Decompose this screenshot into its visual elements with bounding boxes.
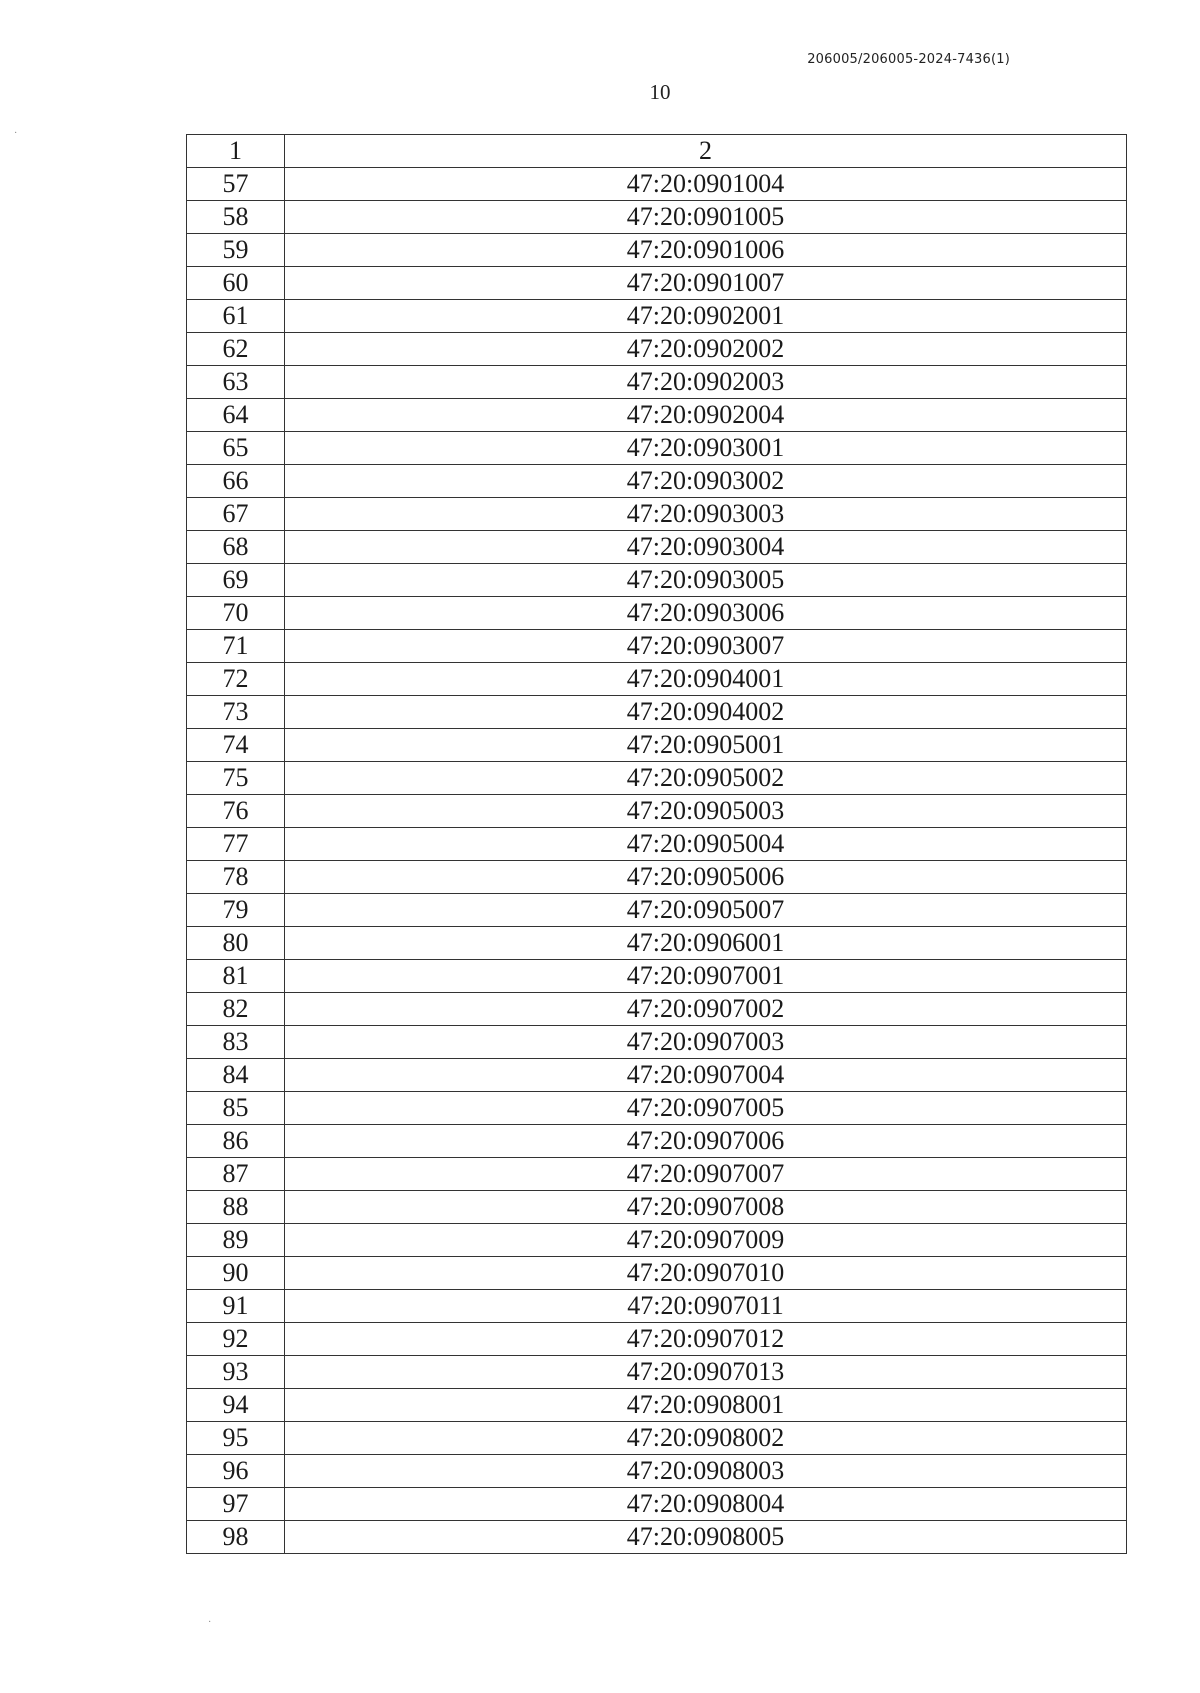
cadastral-code-cell: 47:20:0907003: [285, 1026, 1127, 1059]
cadastral-table-container: [186, 134, 1126, 1554]
table-row: [187, 366, 1127, 399]
row-number-cell: 84: [187, 1059, 285, 1092]
table-row: [187, 1290, 1127, 1323]
table-row: [187, 663, 1127, 696]
table-row: [187, 1488, 1127, 1521]
table-row: [187, 1257, 1127, 1290]
row-number-cell: 93: [187, 1356, 285, 1389]
table-row: [187, 564, 1127, 597]
table-body: [187, 168, 1127, 1554]
cadastral-code-cell: 47:20:0908004: [285, 1488, 1127, 1521]
table-row: [187, 927, 1127, 960]
cadastral-code-cell: 47:20:0904001: [285, 663, 1127, 696]
cadastral-code-cell: 47:20:0907004: [285, 1059, 1127, 1092]
row-number-cell: 97: [187, 1488, 285, 1521]
table-row: [187, 300, 1127, 333]
table-row: [187, 1092, 1127, 1125]
cadastral-code-cell: 47:20:0903003: [285, 498, 1127, 531]
cadastral-code-cell: 47:20:0908003: [285, 1455, 1127, 1488]
cadastral-code-cell: 47:20:0907007: [285, 1158, 1127, 1191]
row-number-cell: 61: [187, 300, 285, 333]
cadastral-code-cell: 47:20:0908001: [285, 1389, 1127, 1422]
table-row: [187, 498, 1127, 531]
row-number-cell: 75: [187, 762, 285, 795]
row-number-cell: 76: [187, 795, 285, 828]
cadastral-code-cell: 47:20:0908005: [285, 1521, 1127, 1554]
cadastral-table: [186, 134, 1127, 1554]
row-number-cell: 63: [187, 366, 285, 399]
row-number-cell: 88: [187, 1191, 285, 1224]
row-number-cell: 85: [187, 1092, 285, 1125]
table-row: [187, 1026, 1127, 1059]
row-number-cell: 95: [187, 1422, 285, 1455]
cadastral-code-cell: 47:20:0907012: [285, 1323, 1127, 1356]
cadastral-code-cell: 47:20:0907011: [285, 1290, 1127, 1323]
cadastral-code-cell: 47:20:0902001: [285, 300, 1127, 333]
table-row: [187, 960, 1127, 993]
table-row: [187, 894, 1127, 927]
cadastral-code-cell: 47:20:0905007: [285, 894, 1127, 927]
table-row: [187, 1158, 1127, 1191]
scan-artifact-dot-bottom: ·: [208, 1617, 212, 1628]
cadastral-code-cell: 47:20:0905004: [285, 828, 1127, 861]
row-number-cell: 69: [187, 564, 285, 597]
table-row: [187, 762, 1127, 795]
table-row: [187, 201, 1127, 234]
row-number-cell: 64: [187, 399, 285, 432]
row-number-cell: 72: [187, 663, 285, 696]
row-number-cell: 94: [187, 1389, 285, 1422]
table-header-row: [187, 135, 1127, 168]
row-number-cell: 89: [187, 1224, 285, 1257]
cadastral-code-cell: 47:20:0907005: [285, 1092, 1127, 1125]
cadastral-code-cell: 47:20:0901005: [285, 201, 1127, 234]
cadastral-code-cell: 47:20:0903006: [285, 597, 1127, 630]
row-number-cell: 87: [187, 1158, 285, 1191]
row-number-cell: 83: [187, 1026, 285, 1059]
table-row: [187, 597, 1127, 630]
table-row: [187, 432, 1127, 465]
row-number-cell: 81: [187, 960, 285, 993]
row-number-cell: 66: [187, 465, 285, 498]
row-number-cell: 98: [187, 1521, 285, 1554]
cadastral-code-cell: 47:20:0907009: [285, 1224, 1127, 1257]
document-id: 206005/206005-2024-7436(1): [807, 52, 1010, 67]
row-number-cell: 74: [187, 729, 285, 762]
table-row: [187, 333, 1127, 366]
cadastral-code-cell: 47:20:0902002: [285, 333, 1127, 366]
cadastral-code-cell: 47:20:0903002: [285, 465, 1127, 498]
row-number-cell: 90: [187, 1257, 285, 1290]
row-number-cell: 70: [187, 597, 285, 630]
cadastral-code-cell: 47:20:0901004: [285, 168, 1127, 201]
row-number-cell: 79: [187, 894, 285, 927]
cadastral-code-cell: 47:20:0907010: [285, 1257, 1127, 1290]
row-number-cell: 59: [187, 234, 285, 267]
header-cell-number: 1: [187, 135, 285, 168]
row-number-cell: 73: [187, 696, 285, 729]
cadastral-code-cell: 47:20:0905002: [285, 762, 1127, 795]
cadastral-code-cell: 47:20:0903004: [285, 531, 1127, 564]
row-number-cell: 82: [187, 993, 285, 1026]
table-row: [187, 630, 1127, 663]
cadastral-code-cell: 47:20:0905003: [285, 795, 1127, 828]
table-row: [187, 729, 1127, 762]
table-row: [187, 861, 1127, 894]
row-number-cell: 62: [187, 333, 285, 366]
row-number-cell: 80: [187, 927, 285, 960]
row-number-cell: 86: [187, 1125, 285, 1158]
scan-artifact-dot-top: ·: [14, 128, 18, 139]
table-row: [187, 1356, 1127, 1389]
table-row: [187, 234, 1127, 267]
cadastral-code-cell: 47:20:0903007: [285, 630, 1127, 663]
cadastral-code-cell: 47:20:0907013: [285, 1356, 1127, 1389]
table-row: [187, 993, 1127, 1026]
table-row: [187, 795, 1127, 828]
cadastral-code-cell: 47:20:0903001: [285, 432, 1127, 465]
table-row: [187, 531, 1127, 564]
row-number-cell: 65: [187, 432, 285, 465]
table-row: [187, 1422, 1127, 1455]
page-number: 10: [649, 80, 671, 104]
cadastral-code-cell: 47:20:0907006: [285, 1125, 1127, 1158]
table-row: [187, 1224, 1127, 1257]
cadastral-code-cell: 47:20:0902003: [285, 366, 1127, 399]
cadastral-code-cell: 47:20:0904002: [285, 696, 1127, 729]
table-row: [187, 399, 1127, 432]
table-row: [187, 465, 1127, 498]
cadastral-code-cell: 47:20:0902004: [285, 399, 1127, 432]
cadastral-code-cell: 47:20:0907008: [285, 1191, 1127, 1224]
cadastral-code-cell: 47:20:0906001: [285, 927, 1127, 960]
table-row: [187, 1059, 1127, 1092]
cadastral-code-cell: 47:20:0907002: [285, 993, 1127, 1026]
row-number-cell: 57: [187, 168, 285, 201]
row-number-cell: 67: [187, 498, 285, 531]
cadastral-code-cell: 47:20:0907001: [285, 960, 1127, 993]
table-row: [187, 1521, 1127, 1554]
row-number-cell: 77: [187, 828, 285, 861]
header-cell-code: 2: [285, 135, 1127, 168]
table-row: [187, 1191, 1127, 1224]
cadastral-code-cell: 47:20:0905001: [285, 729, 1127, 762]
table-row: [187, 168, 1127, 201]
row-number-cell: 78: [187, 861, 285, 894]
table-row: [187, 828, 1127, 861]
table-row: [187, 267, 1127, 300]
row-number-cell: 60: [187, 267, 285, 300]
table-row: [187, 1125, 1127, 1158]
table-row: [187, 1323, 1127, 1356]
row-number-cell: 96: [187, 1455, 285, 1488]
row-number-cell: 68: [187, 531, 285, 564]
table-row: [187, 696, 1127, 729]
row-number-cell: 71: [187, 630, 285, 663]
cadastral-code-cell: 47:20:0908002: [285, 1422, 1127, 1455]
row-number-cell: 58: [187, 201, 285, 234]
table-row: [187, 1455, 1127, 1488]
cadastral-code-cell: 47:20:0905006: [285, 861, 1127, 894]
cadastral-code-cell: 47:20:0901006: [285, 234, 1127, 267]
cadastral-code-cell: 47:20:0903005: [285, 564, 1127, 597]
cadastral-code-cell: 47:20:0901007: [285, 267, 1127, 300]
row-number-cell: 92: [187, 1323, 285, 1356]
row-number-cell: 91: [187, 1290, 285, 1323]
table-row: [187, 1389, 1127, 1422]
